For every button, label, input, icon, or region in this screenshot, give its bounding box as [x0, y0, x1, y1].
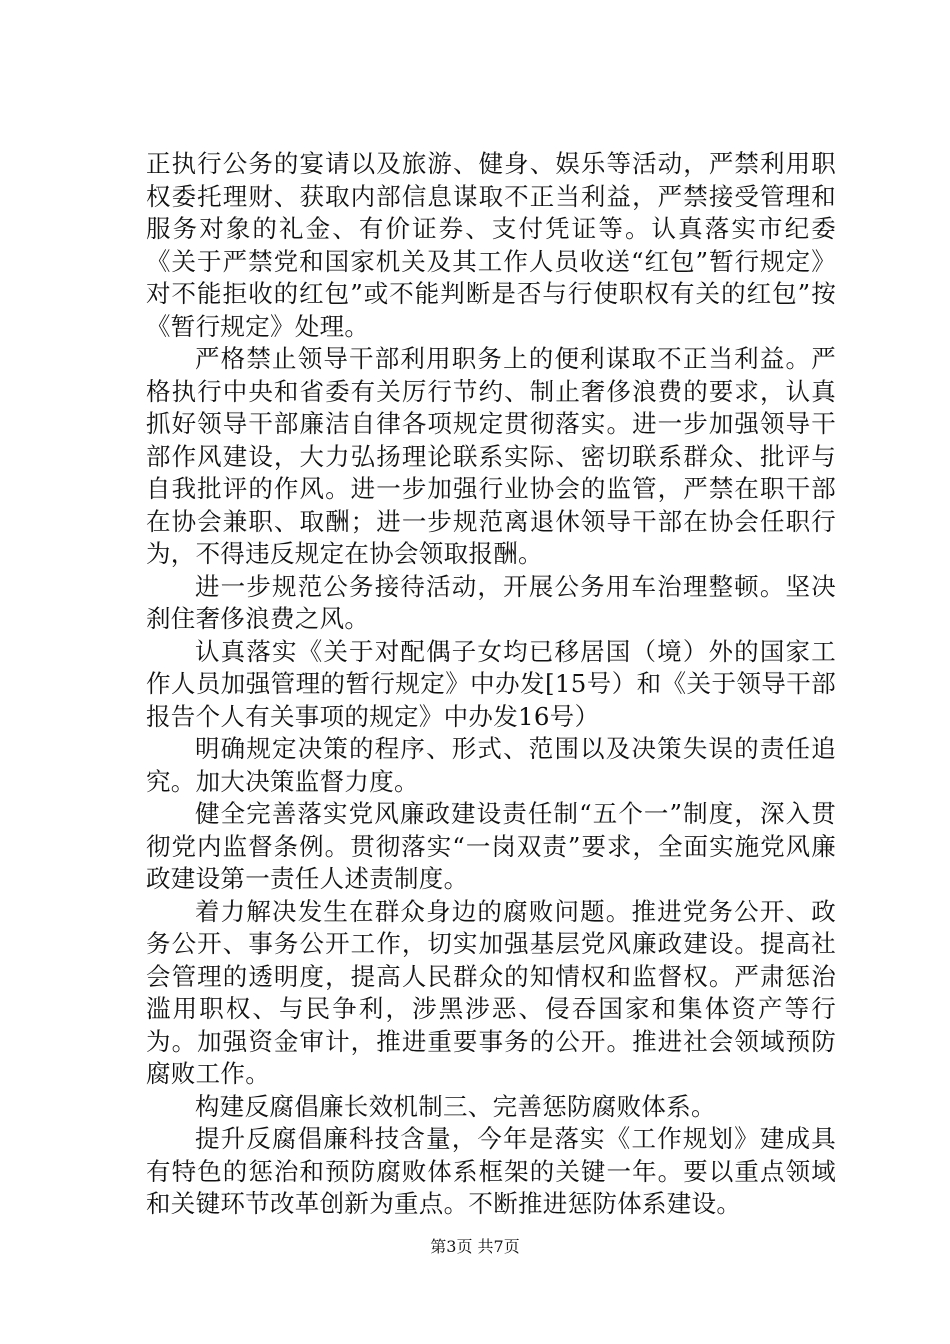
- paragraph-long-term-mechanism: 构建反腐倡廉长效机制三、完善惩防腐败体系。: [195, 1091, 716, 1121]
- paragraph-grassroots-corruption: 着力解决发生在群众身边的腐败问题。推进党务公开、政务公开、事务公开工作，切实加强基层党风廉政建设。提高社会管理的透明度，提高人民群众的知情权和监督权。严肃惩治滥用职权、与民争利，涉黑涉恶、侵吞国家和集体资产等行为。加强资金审计，推进重要事务的公开。推进社会领域预防腐败工作。: [146, 896, 836, 1088]
- document-body: [146, 148, 836, 1221]
- paragraph-continuation: 正执行公务的宴请以及旅游、健身、娱乐等活动，严禁利用职权委托理财、获取内部信息谋取不正当利益，严禁接受管理和服务对象的礼金、有价证券、支付凭证等。认真落实市纪委《关于严禁党和国家机关及其工作人员收送“红包”暂行规定》对不能拒收的红包”或不能判断是否与行使职权有关的红包”按《暂行规定》处理。: [146, 149, 836, 341]
- paragraph-official-reception: 进一步规范公务接待活动，开展公务用车治理整顿。坚决刹住奢侈浪费之风。: [146, 571, 836, 633]
- paragraph-decision-making: 明确规定决策的程序、形式、范围以及决策失误的责任追究。加大决策监督力度。: [146, 734, 836, 796]
- paragraph-responsibility-system: 健全完善落实党风廉政建设责任制“五个一”制度，深入贯彻党内监督条例。贯彻落实“一岗双责”要求，全面实施党风廉政建设第一责任人述责制度。: [146, 799, 836, 893]
- paragraph-overseas-family: 认真落实《关于对配偶子女均已移居国（境）外的国家工作人员加强管理的暂行规定》中办发[15号）和《关于领导干部报告个人有关事项的规定》中办发16号）: [146, 636, 836, 731]
- page-number: 第3页 共7页: [430, 1237, 520, 1256]
- paragraph-technology: 提升反腐倡廉科技含量，今年是落实《工作规划》建成具有特色的惩治和预防腐败体系框架的关键一年。要以重点领域和关键环节改革创新为重点。不断推进惩防体系建设。: [146, 1124, 836, 1218]
- paragraph-leader-conduct: 严格禁止领导干部利用职务上的便利谋取不正当利益。严格执行中央和省委有关厉行节约、制止奢侈浪费的要求，认真抓好领导干部廉洁自律各项规定贯彻落实。进一步加强领导干部作风建设，大力弘扬理论联系实际、密切联系群众、批评与自我批评的作风。进一步加强行业协会的监管，严禁在职干部在协会兼职、取酬；进一步规范离退休领导干部在协会任职行为，不得违反规定在协会领取报酬。: [146, 344, 836, 568]
